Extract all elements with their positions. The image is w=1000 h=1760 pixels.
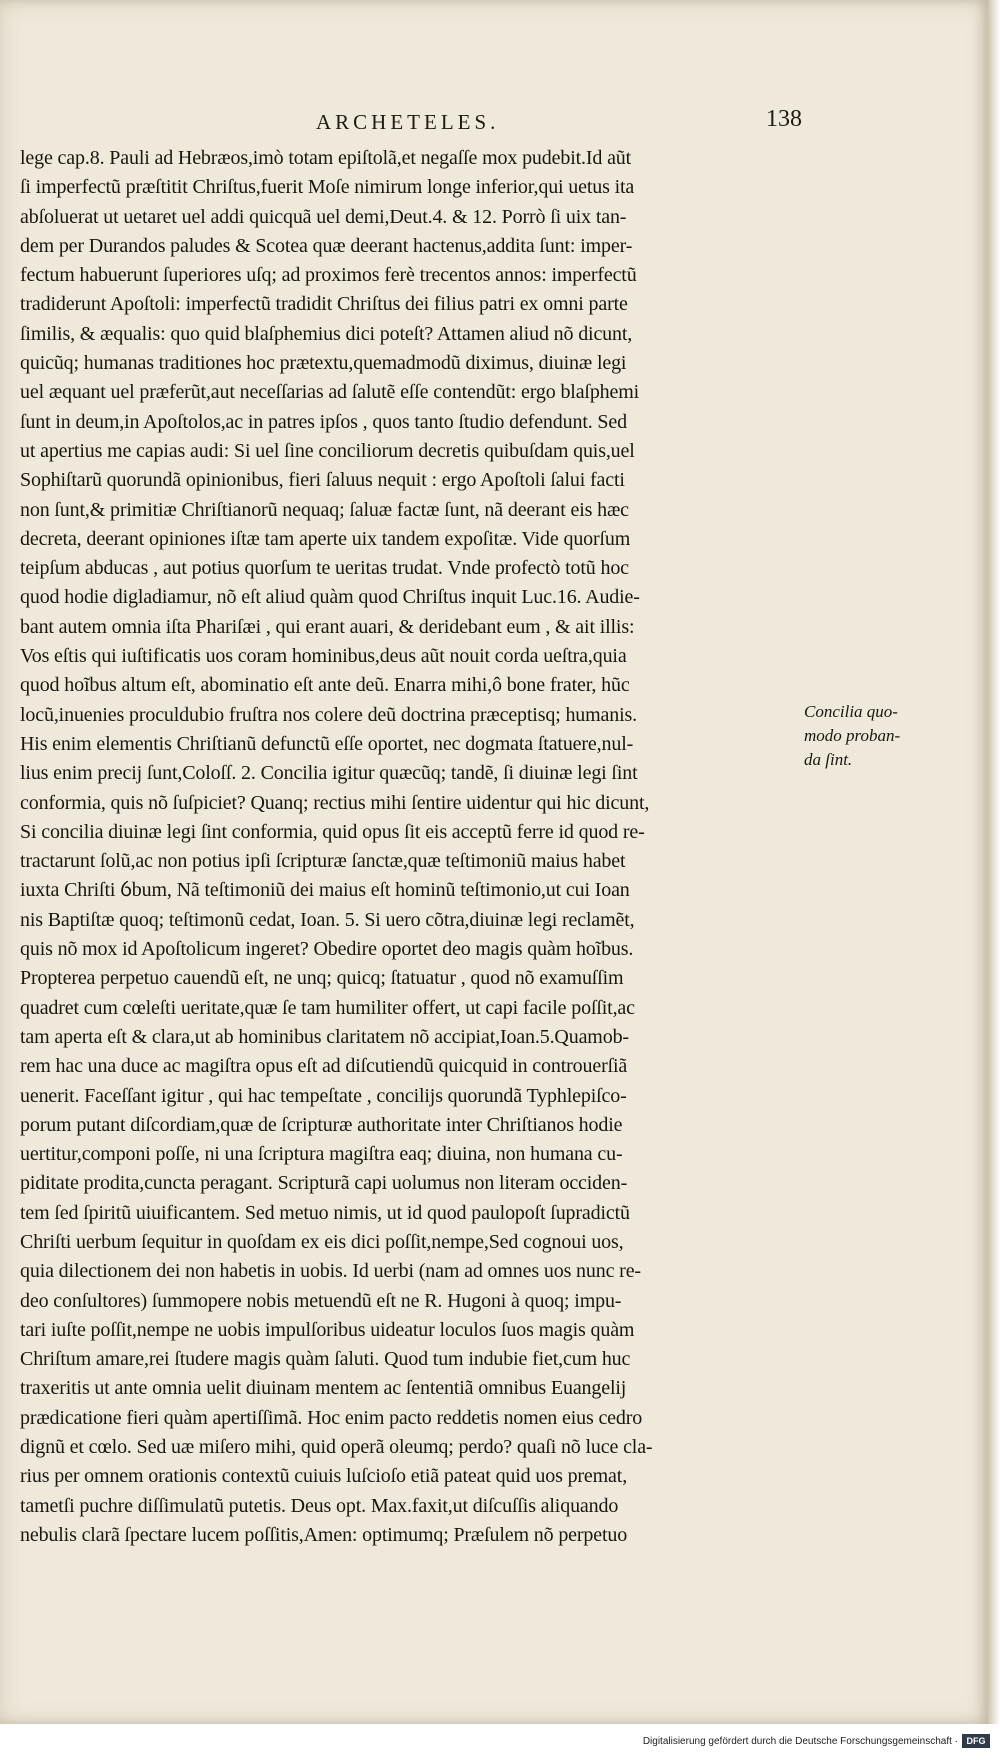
text-line: non ſunt,& primitiæ Chriſtianorũ nequaq; ſaluæ factæ ſunt, nã deerant eis hæc: [20, 498, 629, 521]
text-line: uenerit. Faceſſant igitur , qui hac tempeſtate , concilijs quorundã Typhlepiſco-: [20, 1084, 627, 1107]
text-line: decreta, deerant opiniones iſtæ tam aperte uix tandem expoſitæ. Vide quorſum: [20, 527, 631, 550]
text-line: tametſi puchre diſſimulatũ putetis. Deus opt. Max.faxit,ut diſcuſſis aliquando: [20, 1494, 619, 1517]
marginal-note-line: da ſint.: [804, 750, 853, 769]
text-line: abſoluerat ut uetaret uel addi quicquã uel demi,Deut.4. & 12. Porrò ſi uix tan-: [20, 205, 627, 228]
text-line: tractarunt ſolũ,ac non potius ipſi ſcripturæ ſanctæ,quæ teſtimoniũ maius habet: [20, 850, 626, 873]
text-line: tem ſed ſpiritũ uiuificantem. Sed metuo nimis, ut id quod paulopoſt ſupradictũ: [20, 1201, 630, 1224]
marginal-note-line: modo proban-: [804, 726, 901, 745]
text-line: tam aperta eſt & clara,ut ab hominibus claritatem nõ accipiat,Ioan.5.Quamob-: [20, 1025, 629, 1048]
text-line: tradiderunt Apoſtoli: imperfectũ tradidit Chriſtus dei filius patri ex omni parte: [20, 293, 628, 316]
text-line: ſimilis, & æqualis: quo quid blaſphemius dici poteſt? Attamen aliud nõ dicunt,: [20, 322, 633, 345]
text-line: ut apertius me capias audi: Si uel ſine conciliorum decretis quibuſdam quis,uel: [20, 439, 635, 462]
text-line: bant autem omnia iſta Phariſæi , qui erant auari, & deridebant eum , & ait illis:: [20, 615, 635, 638]
text-line: Propterea perpetuo cauendũ eſt, ne unq; quicq; ſtatuatur , quod nõ examuſſim: [20, 967, 624, 990]
main-text-block: [20, 144, 802, 1550]
text-line: lius enim precij ſunt,Coloſſ. 2. Concilia igitur quæcũq; tandẽ, ſi diuinæ legi ſint: [20, 762, 638, 785]
text-line: quod hoĩbus altum eſt, abominatio eſt ante deũ. Enarra mihi,ô bone frater, hũc: [20, 674, 630, 697]
funding-credit: Digitalisierung gefördert durch die Deutsche Forschungsgemeinschaft ·: [642, 1736, 958, 1747]
text-line: ſi imperfectũ præſtitit Chriſtus,fuerit Moſe nimirum longe inferior,qui uetus ita: [20, 176, 635, 199]
text-line: ſunt in deum,in Apoſtolos,ac in patres ipſos , quos tanto ſtudio defendunt. Sed: [20, 410, 627, 433]
text-line: quicũq; humanas traditiones hoc prætextu,quemadmodũ diximus, diuinæ legi: [20, 352, 627, 375]
text-line: conformia, quis nõ ſuſpiciet? Quanq; rectius mihi ſentire uidentur qui hic dicunt,: [20, 791, 650, 814]
text-line: Vos eſtis qui iuſtificatis uos coram hominibus,deus aũt nouit corda ueſtra,quia: [20, 645, 627, 668]
text-line: dem per Durandos paludes & Scotea quæ deerant hactenus,addita ſunt: imper-: [20, 234, 633, 257]
text-line: porum putant diſcordiam,quæ de ſcripturæ authoritate inter Chriſtianos hodie: [20, 1113, 623, 1136]
page-header: [26, 106, 802, 146]
text-line: fectum habuerunt ſuperiores uſq; ad proximos ferè trecentos annos: imperfectũ: [20, 264, 637, 287]
text-line: quis nõ mox id Apoſtolicum ingeret? Obedire oportet deo magis quàm hoĩbus.: [20, 938, 634, 961]
text-line: uertitur,componi poſſe, ni una ſcriptura magiſtra eaq; diuina, non humana cu-: [20, 1143, 623, 1166]
marginal-note-line: Concilia quo-: [804, 702, 898, 721]
text-line: Chriſtum amare,rei ſtudere magis quàm ſaluti. Quod tum indubie fiet,cum huc: [20, 1348, 631, 1371]
page-edge: [988, 0, 1000, 1724]
text-line: traxeritis ut ante omnia uelit diuinam mentem ac ſententiã omnibus Euangelij: [20, 1377, 627, 1400]
text-line: uel æquant uel præferũt,aut neceſſarias ad ſalutẽ eſſe contendũt: ergo blaſphemi: [20, 381, 640, 404]
text-line: dignũ et cœlo. Sed uæ miſero mihi, quid operã oleumq; perdo? quaſi nõ luce cla-: [20, 1436, 653, 1459]
text-line: locũ,inuenies proculdubio fruſtra nos colere deũ doctrina præceptisq; humanis.: [20, 703, 638, 726]
text-line: quod hodie digladiamur, nõ eſt aliud quàm quod Chriſtus inquit Luc.16. Audie-: [20, 586, 640, 609]
running-head: ARCHETELES.: [316, 110, 500, 134]
dfg-logo: DFG: [962, 1734, 990, 1748]
text-line: quadret cum cœleſti ueritate,quæ ſe tam humiliter offert, ut capi facile poſſit,ac: [20, 996, 635, 1019]
text-line: lege cap.8. Pauli ad Hebræos,imò totam epiſtolã,et negaſſe mox pudebit.Id aũt: [20, 147, 632, 169]
text-line: prædicatione fieri quàm apertiſſimã. Hoc enim pacto reddetis nomen eius cedro: [20, 1406, 643, 1429]
text-line: Sophiſtarũ quorundã opinionibus, fieri ſaluus nequit : ergo Apoſtoli ſalui facti: [20, 469, 625, 492]
text-line: teipſum abducas , aut potius quorſum te ueritas trudat. Vnde profectò totũ hoc: [20, 557, 629, 580]
text-line: rius per omnem orationis contextũ cuiuis luſcioſo etiã pateat quid uos premat,: [20, 1465, 628, 1488]
text-line: iuxta Chriſti ỽbum, Nã teſtimoniũ dei maius eſt hominũ teſtimonio,ut cui Ioan: [20, 879, 630, 902]
footer-bar: [0, 1724, 1000, 1760]
text-line: nebulis clarã ſpectare lucem poſſitis,Amen: optimumq; Præſulem nõ perpetuo: [20, 1523, 628, 1546]
text-line: Si concilia diuinæ legi ſint conformia, quid opus ſit eis acceptũ ferre id quod re-: [20, 820, 645, 843]
text-line: quia dilectionem dei non habetis in uobis. Id uerbi (nam ad omnes uos nunc re-: [20, 1260, 641, 1283]
text-line: nis Baptiſtæ quoq; teſtimonũ cedat, Ioan. 5. Si uero cõtra,diuinæ legi reclamẽt,: [20, 908, 635, 931]
text-line: His enim elementis Chriſtianũ defunctũ eſſe oportet, nec dogmata ſtatuere,nul-: [20, 732, 634, 755]
marginal-note: [804, 700, 914, 772]
text-line: tari iuſte poſſit,nempe ne uobis impulſoribus uideatur loculos ſuos magis quàm: [20, 1318, 635, 1341]
text-line: piditate prodita,cuncta peragant. Scripturã capi uolumus non literam occiden-: [20, 1172, 628, 1195]
text-line: rem hac una duce ac magiſtra opus eſt ad diſcutiendũ quicquid in controuerſiã: [20, 1055, 628, 1078]
text-line: deo conſultores) ſummopere nobis metuendũ eſt ne R. Hugoni à quoq; impu-: [20, 1289, 622, 1312]
page-number: 138: [766, 106, 802, 132]
text-line: Chriſti uerbum ſequitur in quoſdam ex eis dici poſſit,nempe,Sed cognoui uos,: [20, 1230, 624, 1253]
